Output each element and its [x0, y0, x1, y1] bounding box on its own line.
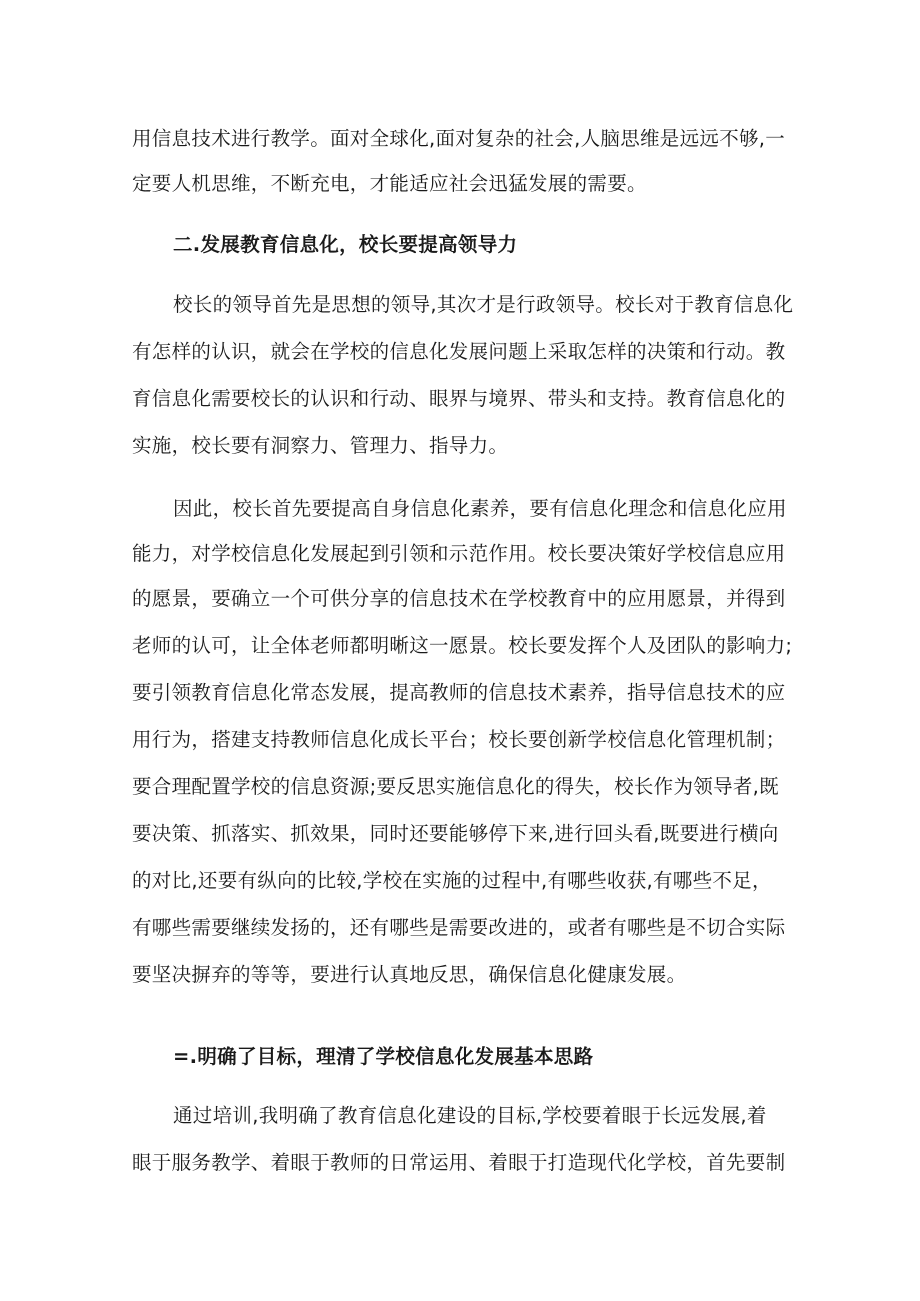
section-heading: 二.发展教育信息化，校长要提高领导力	[173, 233, 518, 256]
paragraph-line: 有哪些需要继续发扬的，还有哪些是需要改进的，或者有哪些是不切合实际	[132, 916, 786, 939]
paragraph-line: 要坚决摒弃的等等，要进行认真地反思，确保信息化健康发展。	[132, 963, 687, 986]
paragraph-line: 有怎样的认识，就会在学校的信息化发展问题上采取怎样的决策和行动。教	[132, 340, 786, 363]
paragraph-line: 要合理配置学校的信息资源;要反思实施信息化的得失，校长作为领导者,既	[132, 775, 779, 798]
paragraph-line: 通过培训,我明确了教育信息化建设的目标,学校要着眼于长远发展,着	[173, 1104, 767, 1127]
paragraph-line: 的对比,还要有纵向的比较,学校在实施的过程中,有哪些收获,有哪些不足，	[132, 869, 772, 892]
paragraph-line: 能力，对学校信息化发展起到引领和示范作用。校长要决策好学校信息应用	[132, 542, 786, 565]
paragraph-line: 实施，校长要有洞察力、管理力、指导力。	[132, 434, 509, 457]
paragraph-line: 要决策、抓落实、抓效果，同时还要能够停下来,进行回头看,既要进行横向	[132, 822, 779, 845]
paragraph-line: 育信息化需要校长的认识和行动、眼界与境界、带头和支持。教育信息化的	[132, 387, 786, 410]
paragraph-line: 要引领教育信息化常态发展，提高教师的信息技术素养，指导信息技术的应	[132, 681, 786, 704]
paragraph-line: 老师的认可，让全体老师都明晰这一愿景。校长要发挥个人及团队的影响力;	[132, 634, 793, 657]
paragraph-line: 的愿景，要确立一个可供分享的信息技术在学校教育中的应用愿景，并得到	[132, 587, 786, 610]
paragraph-line: 用信息技术进行教学。面对全球化,面对复杂的社会,人脑思维是远远不够,一	[132, 127, 786, 150]
paragraph-line: 眼于服务教学、着眼于教师的日常运用、着眼于打造现代化学校，首先要制	[132, 1151, 786, 1174]
paragraph-line: 定要人机思维，不断充电，才能适应社会迅猛发展的需要。	[132, 172, 647, 195]
section-heading: =.明确了目标，理清了学校信息化发展基本思路	[173, 1045, 594, 1068]
paragraph-line: 校长的领导首先是思想的领导,其次才是行政领导。校长对于教育信息化	[173, 293, 794, 316]
paragraph-line: 用行为，搭建支持教师信息化成长平台；校长要创新学校信息化管理机制；	[132, 728, 786, 751]
paragraph-line: 因此，校长首先要提高自身信息化素养，要有信息化理念和信息化应用	[173, 497, 787, 520]
